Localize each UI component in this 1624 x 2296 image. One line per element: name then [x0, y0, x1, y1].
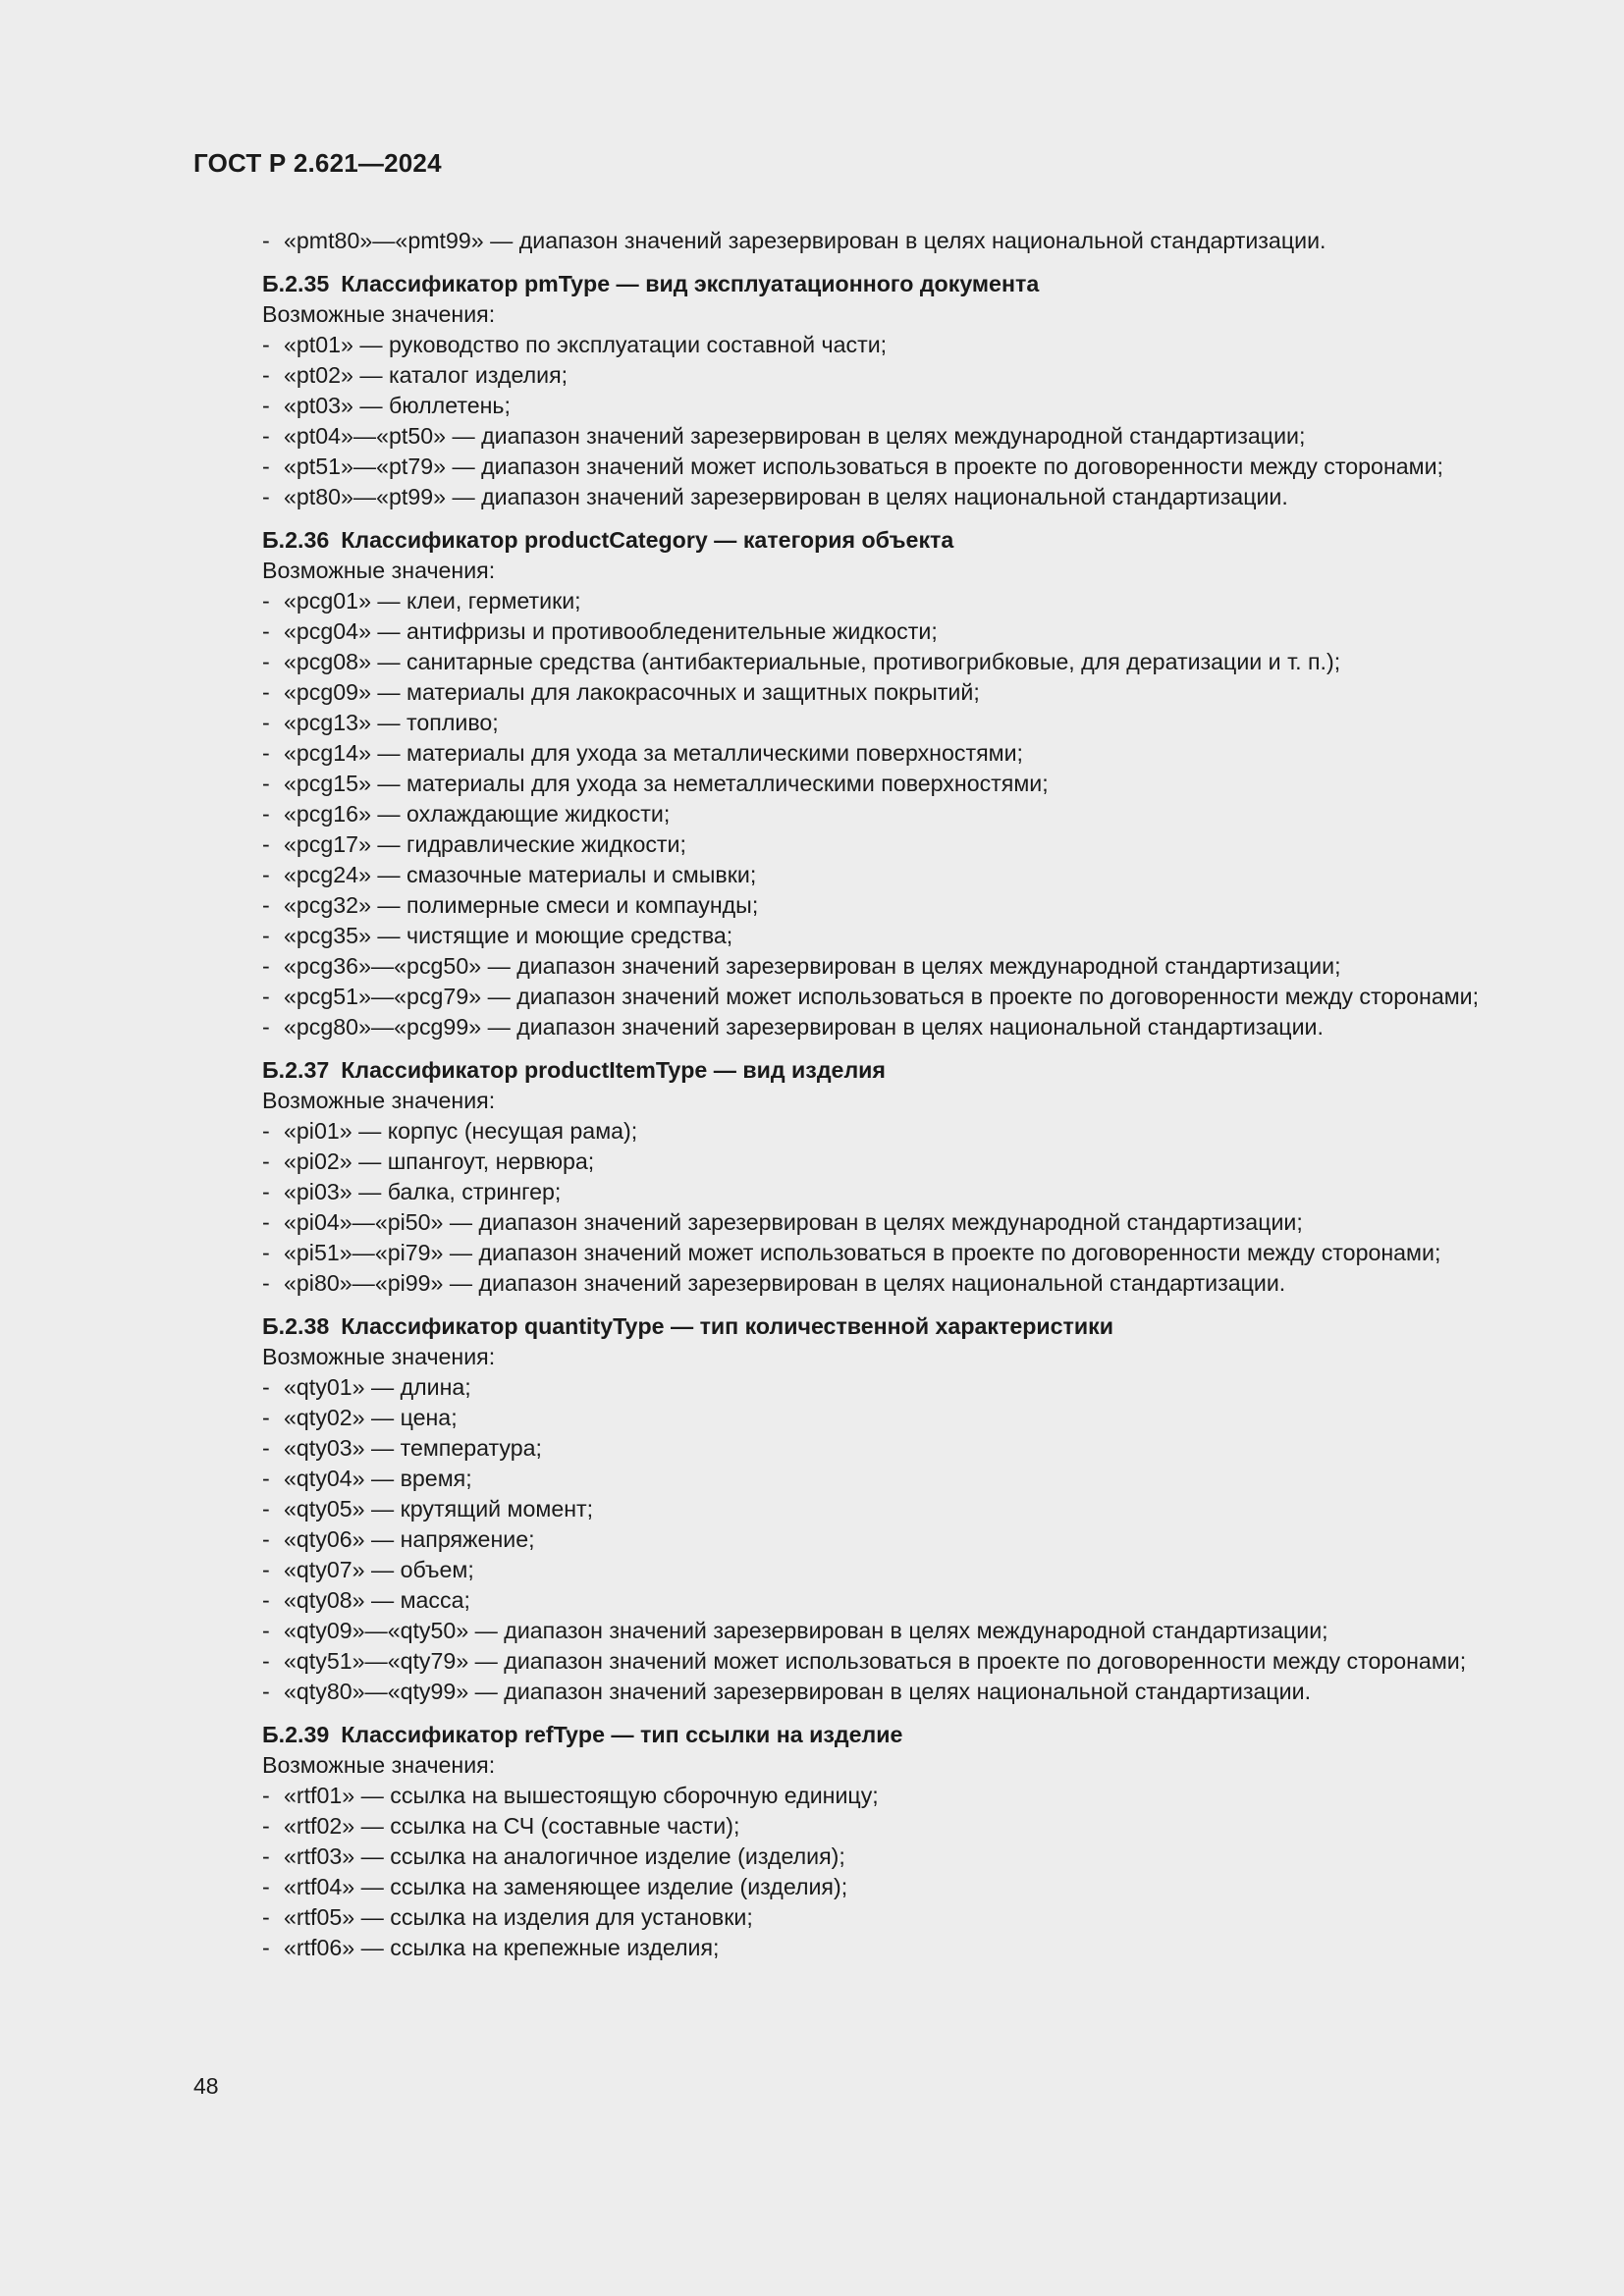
list-item-text: «pcg16» — охлаждающие жидкости;: [284, 801, 671, 827]
list-dash: -: [262, 393, 270, 418]
page-number: 48: [193, 2073, 219, 2099]
list-dash: -: [262, 649, 270, 674]
list-item-text: «pi03» — балка, стрингер;: [284, 1179, 562, 1204]
list-item: [193, 360, 1509, 391]
list-item: [193, 1872, 1509, 1902]
list-item: [193, 1616, 1509, 1646]
list-dash: -: [262, 1587, 270, 1613]
list-item: [193, 738, 1509, 769]
list-item-text: «pcg08» — санитарные средства (антибактериальные, противогрибковые, для дератизации и т. п.);: [284, 649, 1341, 674]
list-item: [193, 1585, 1509, 1616]
list-item: [193, 1811, 1509, 1842]
list-dash: -: [262, 1648, 270, 1674]
list-item: [193, 1842, 1509, 1872]
section-number: Б.2.38: [262, 1313, 330, 1339]
list-item-text: «pcg51»—«pcg79» — диапазон значений может использоваться в проекте по договоренности между сторонами;: [284, 984, 1480, 1009]
list-item-text: «rtf04» — ссылка на заменяющее изделие (изделия);: [284, 1874, 848, 1899]
list-item: [193, 1781, 1509, 1811]
list-item: [193, 482, 1509, 512]
section-heading: [193, 525, 1509, 556]
list-item-text: «qty04» — время;: [284, 1466, 472, 1491]
list-item: [193, 708, 1509, 738]
list-item: [193, 1677, 1509, 1707]
list-item: [193, 951, 1509, 982]
list-item: [193, 1433, 1509, 1464]
list-item-text: «pi02» — шпангоут, нервюра;: [284, 1148, 595, 1174]
list-item: [193, 1147, 1509, 1177]
list-dash: -: [262, 454, 270, 479]
section-heading: [193, 1311, 1509, 1342]
list-dash: -: [262, 710, 270, 735]
list-item-text: «qty80»—«qty99» — диапазон значений зарезервирован в целях национальной стандартизации.: [284, 1679, 1312, 1704]
list-dash: -: [262, 588, 270, 614]
list-dash: -: [262, 1526, 270, 1552]
list-dash: -: [262, 953, 270, 979]
list-item: [193, 921, 1509, 951]
list-dash: -: [262, 801, 270, 827]
list-dash: -: [262, 1679, 270, 1704]
list-item-text: «qty51»—«qty79» — диапазон значений может использоваться в проекте по договоренности между сторонами;: [284, 1648, 1467, 1674]
section-number: Б.2.36: [262, 527, 330, 553]
list-dash: -: [262, 1904, 270, 1930]
list-item: [193, 391, 1509, 421]
list-item-text: «pi51»—«pi79» — диапазон значений может использоваться в проекте по договоренности между сторонами;: [284, 1240, 1441, 1265]
list-item: [193, 1177, 1509, 1207]
list-item-text: «pi80»—«pi99» — диапазон значений зарезервирован в целях национальной стандартизации.: [284, 1270, 1286, 1296]
list-item-text: «pmt80»—«pmt99» — диапазон значений зарезервирован в целях национальной стандартизации.: [284, 228, 1326, 253]
list-dash: -: [262, 1557, 270, 1582]
list-item-text: «pt51»—«pt79» — диапазон значений может использоваться в проекте по договоренности между сторонами;: [284, 454, 1443, 479]
section-title: Классификатор quantityType — тип количественной характеристики: [341, 1313, 1114, 1339]
list-item-text: «qty01» — длина;: [284, 1374, 471, 1400]
list-dash: -: [262, 1270, 270, 1296]
list-item-text: «pi01» — корпус (несущая рама);: [284, 1118, 638, 1144]
list-item-text: «qty09»—«qty50» — диапазон значений зарезервирован в целях международной стандартизации;: [284, 1618, 1328, 1643]
list-item: [193, 769, 1509, 799]
list-item: [193, 1646, 1509, 1677]
section-title: Классификатор productItemType — вид изделия: [341, 1057, 886, 1083]
list-item-text: «pcg01» — клеи, герметики;: [284, 588, 581, 614]
list-item: [193, 452, 1509, 482]
list-dash: -: [262, 1179, 270, 1204]
list-item-text: «pt04»—«pt50» — диапазон значений зарезервирован в целях международной стандартизации;: [284, 423, 1306, 449]
section-intro: Возможные значения:: [262, 1752, 496, 1778]
list-dash: -: [262, 984, 270, 1009]
list-item: [193, 226, 1509, 256]
section-title: Классификатор productCategory — категория объекта: [341, 527, 954, 553]
list-dash: -: [262, 1014, 270, 1040]
list-dash: -: [262, 892, 270, 918]
list-item-text: «pcg13» — топливо;: [284, 710, 499, 735]
list-dash: -: [262, 1209, 270, 1235]
list-item-text: «qty05» — крутящий момент;: [284, 1496, 594, 1522]
list-dash: -: [262, 1374, 270, 1400]
list-item: [193, 829, 1509, 860]
list-dash: -: [262, 1118, 270, 1144]
list-item-text: «rtf06» — ссылка на крепежные изделия;: [284, 1935, 720, 1960]
list-item-text: «pcg09» — материалы для лакокрасочных и защитных покрытий;: [284, 679, 980, 705]
section-intro: Возможные значения:: [262, 1344, 496, 1369]
list-item: [193, 421, 1509, 452]
list-item: [193, 677, 1509, 708]
list-item: [193, 1372, 1509, 1403]
list-item: [193, 1555, 1509, 1585]
section-intro: Возможные значения:: [262, 1088, 496, 1113]
list-dash: -: [262, 831, 270, 857]
list-dash: -: [262, 1874, 270, 1899]
list-item: [193, 1464, 1509, 1494]
list-dash: -: [262, 862, 270, 887]
list-dash: -: [262, 740, 270, 766]
list-item-text: «rtf01» — ссылка на вышестоящую сборочную единицу;: [284, 1783, 879, 1808]
list-dash: -: [262, 332, 270, 357]
list-dash: -: [262, 1935, 270, 1960]
list-dash: -: [262, 923, 270, 948]
section-title: Классификатор pmType — вид эксплуатационного документа: [341, 271, 1040, 296]
list-dash: -: [262, 1813, 270, 1839]
list-item: [193, 890, 1509, 921]
list-item-text: «qty07» — объем;: [284, 1557, 474, 1582]
section-heading: [193, 1720, 1509, 1750]
section-number: Б.2.39: [262, 1722, 330, 1747]
list-item-text: «pt02» — каталог изделия;: [284, 362, 568, 388]
list-dash: -: [262, 1783, 270, 1808]
list-item-text: «pt80»—«pt99» — диапазон значений зарезервирован в целях национальной стандартизации.: [284, 484, 1288, 509]
section-intro: Возможные значения:: [262, 301, 496, 327]
list-item: [193, 586, 1509, 616]
list-item: [193, 647, 1509, 677]
list-item-text: «pcg17» — гидравлические жидкости;: [284, 831, 686, 857]
list-item: [193, 1268, 1509, 1299]
list-dash: -: [262, 1618, 270, 1643]
section-number: Б.2.37: [262, 1057, 330, 1083]
list-dash: -: [262, 1435, 270, 1461]
list-dash: -: [262, 1466, 270, 1491]
list-item-text: «pcg36»—«pcg50» — диапазон значений зарезервирован в целях международной стандартизации;: [284, 953, 1341, 979]
document-header: ГОСТ Р 2.621—2024: [193, 148, 442, 178]
list-item-text: «pt03» — бюллетень;: [284, 393, 511, 418]
list-dash: -: [262, 1405, 270, 1430]
list-item: [193, 1012, 1509, 1042]
list-item-text: «rtf05» — ссылка на изделия для установки;: [284, 1904, 753, 1930]
list-item: [193, 616, 1509, 647]
list-item-text: «pcg04» — антифризы и противообледенительные жидкости;: [284, 618, 938, 644]
list-item: [193, 982, 1509, 1012]
list-dash: -: [262, 1240, 270, 1265]
list-dash: -: [262, 1843, 270, 1869]
list-dash: -: [262, 423, 270, 449]
section-heading: [193, 269, 1509, 299]
list-item: [193, 1238, 1509, 1268]
section-title: Классификатор refType — тип ссылки на изделие: [341, 1722, 903, 1747]
list-dash: -: [262, 362, 270, 388]
list-dash: -: [262, 679, 270, 705]
document-body: [193, 226, 1509, 1963]
list-item-text: «pcg80»—«pcg99» — диапазон значений зарезервирован в целях национальной стандартизации.: [284, 1014, 1324, 1040]
list-item-text: «qty03» — температура;: [284, 1435, 542, 1461]
list-item: [193, 1494, 1509, 1524]
list-item-text: «rtf03» — ссылка на аналогичное изделие (изделия);: [284, 1843, 845, 1869]
list-item-text: «qty02» — цена;: [284, 1405, 458, 1430]
list-item-text: «rtf02» — ссылка на СЧ (составные части);: [284, 1813, 740, 1839]
section-intro: Возможные значения:: [262, 558, 496, 583]
list-item: [193, 1116, 1509, 1147]
list-dash: -: [262, 484, 270, 509]
list-dash: -: [262, 1148, 270, 1174]
list-item: [193, 1207, 1509, 1238]
list-item: [193, 330, 1509, 360]
list-item-text: «pcg24» — смазочные материалы и смывки;: [284, 862, 757, 887]
list-dash: -: [262, 228, 270, 253]
list-item: [193, 799, 1509, 829]
list-item-text: «qty08» — масса;: [284, 1587, 470, 1613]
list-item: [193, 1403, 1509, 1433]
list-item-text: «pi04»—«pi50» — диапазон значений зарезервирован в целях международной стандартизации;: [284, 1209, 1303, 1235]
list-item-text: «pcg35» — чистящие и моющие средства;: [284, 923, 733, 948]
list-item: [193, 1933, 1509, 1963]
list-dash: -: [262, 771, 270, 796]
list-dash: -: [262, 1496, 270, 1522]
list-item: [193, 1524, 1509, 1555]
list-item-text: «qty06» — напряжение;: [284, 1526, 535, 1552]
list-item-text: «pcg15» — материалы для ухода за неметаллическими поверхностями;: [284, 771, 1049, 796]
list-item-text: «pcg32» — полимерные смеси и компаунды;: [284, 892, 759, 918]
list-item: [193, 1902, 1509, 1933]
section-number: Б.2.35: [262, 271, 330, 296]
list-item-text: «pcg14» — материалы для ухода за металлическими поверхностями;: [284, 740, 1023, 766]
section-heading: [193, 1055, 1509, 1086]
list-dash: -: [262, 618, 270, 644]
list-item-text: «pt01» — руководство по эксплуатации составной части;: [284, 332, 888, 357]
list-item: [193, 860, 1509, 890]
